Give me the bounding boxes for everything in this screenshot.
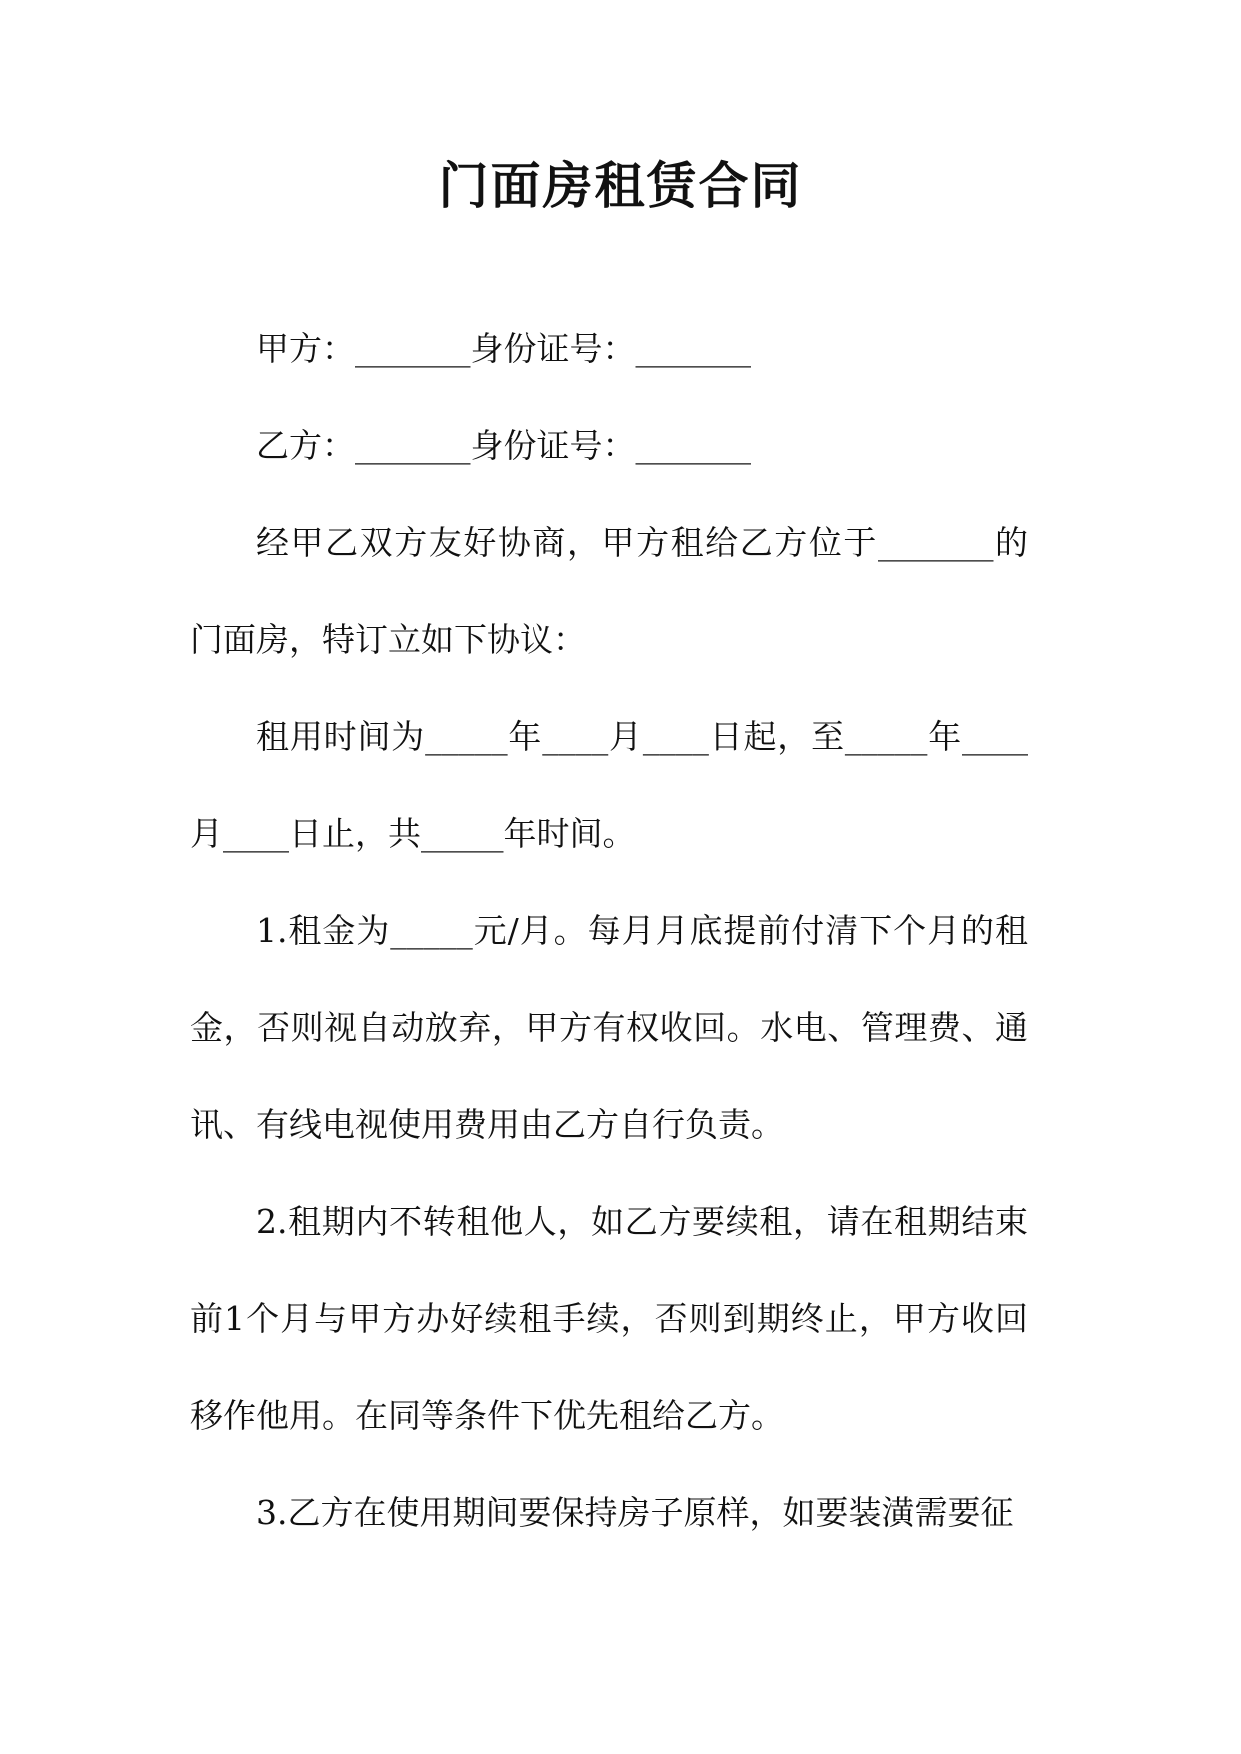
clause-2-sublease: 2.租期内不转租他人，如乙方要续租，请在租期结束前1个月与甲方办好续租手续，否则到期终止，甲方收回移作他用。在同等条件下优先租给乙方。 <box>190 1202 1028 1435</box>
intro-paragraph: 经甲乙双方友好协商，甲方租给乙方位于_______的门面房，特订立如下协议： <box>190 523 1028 659</box>
document-title: 门面房租赁合同 <box>438 156 803 215</box>
clause-1-rent: 1.租金为_____元/月。每月月底提前付清下个月的租金，否则视自动放弃，甲方有权收回。水电、管理费、通讯、有线电视使用费用由乙方自行负责。 <box>190 911 1028 1144</box>
party-a-line: 甲方：_______身份证号：_______ <box>256 329 751 368</box>
lease-term-paragraph: 租用时间为_____年____月____日起，至_____年____月____日止，共_____年时间。 <box>190 717 1028 853</box>
document-body <box>190 300 1028 1561</box>
party-b-line: 乙方：_______身份证号：_______ <box>256 426 751 465</box>
clause-3-maintenance: 3.乙方在使用期间要保持房子原样，如要装潢需要征 <box>256 1493 1014 1532</box>
